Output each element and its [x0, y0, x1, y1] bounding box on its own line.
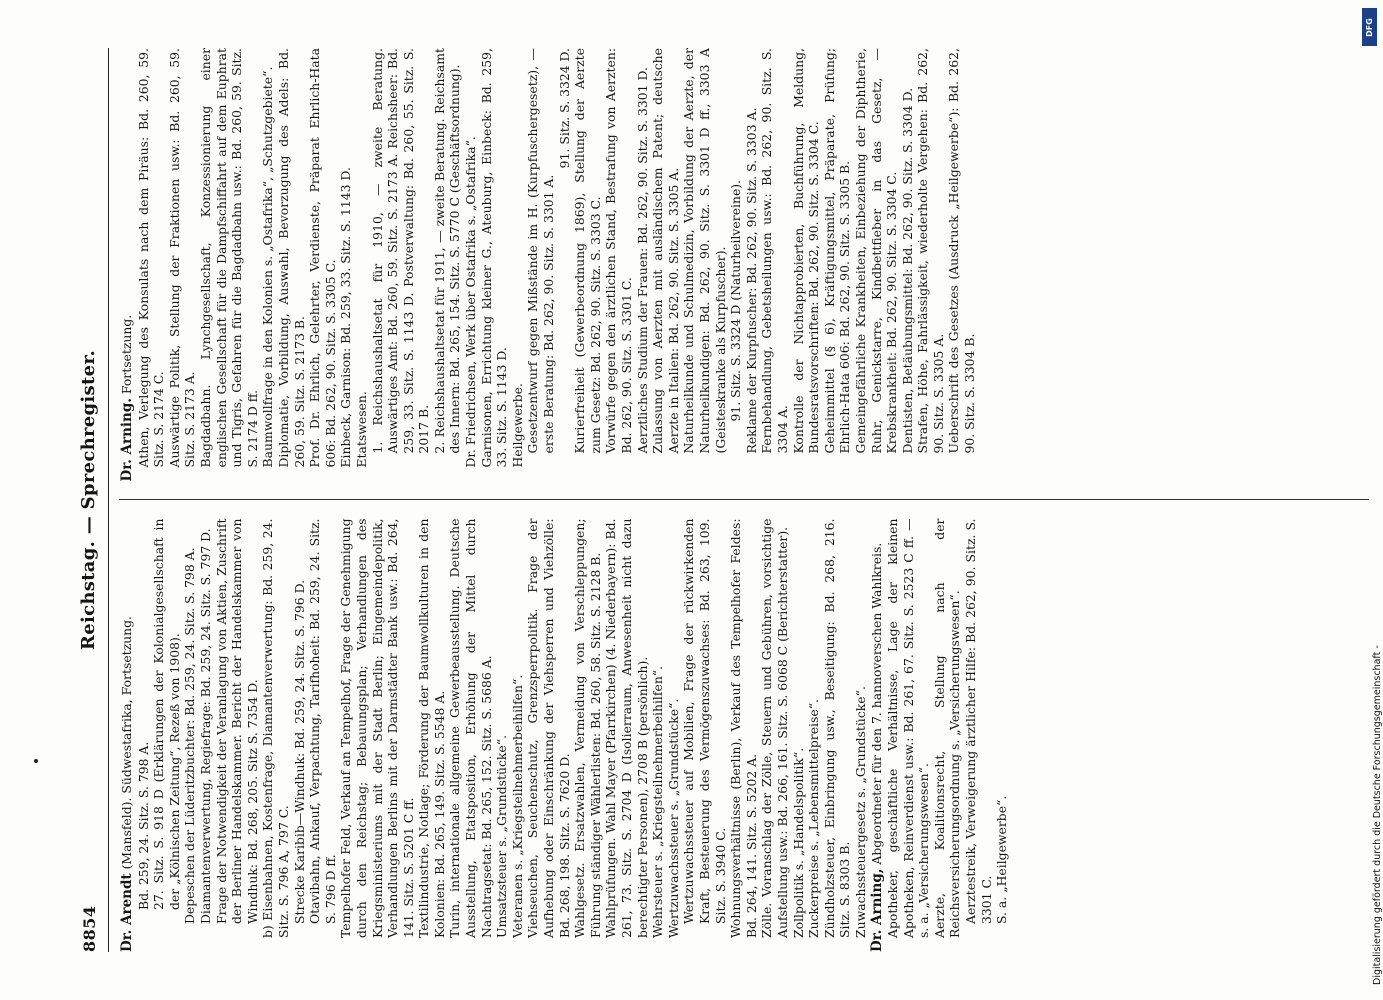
entry-text: Naturheilkunde und Schulmedizin, Vorbildung der Aerzte, der Naturheilkundigen: Bd. 262, 90. Sitz. S. 3301 D ff., 3303 A (Geisteskranke als Kurpfuscher). — [681, 48, 728, 454]
register-entry — [416, 519, 447, 953]
register-entry — [791, 48, 822, 482]
entry-text: Wehrsteuer s. „Kriegsteilnehmerbeihilfen“. — [650, 665, 666, 938]
register-entry — [744, 48, 760, 482]
entry-text: Baumwollfrage in den Kolonien s. „Ostafrika“, „Schutzgebiete“. — [260, 66, 276, 468]
entry-text: Wohnungsverhältnisse (Berlin), Verkauf des Tempelhofer Feldes: Bd. 264, 141. Sitz. S. 5202 A. — [728, 518, 759, 938]
entry-text: Vorwürfe gegen den ärztlichen Stand, Bestrafung von Aerzten: Bd. 262, 90. Sitz. S. 3301 C. — [603, 48, 634, 454]
entry-text: (Mansfeld). Südwestafrika, Fortsetzung. — [119, 616, 134, 874]
register-entry — [915, 48, 946, 482]
register-entry — [260, 48, 276, 482]
register-entry — [198, 519, 214, 953]
entry-text: Veteranen s. „Kriegsteilnehmerbeihilfen“. — [509, 674, 525, 938]
left-column — [119, 519, 1369, 953]
register-entry — [276, 48, 307, 482]
entry-text: 27. Sitz. S. 918 D (Erklärungen der Kolonialgesellschaft in der „Kölnischen Zeitung“, Rezeß von 1908). — [151, 518, 182, 910]
entry-text: Garnisonen, Errichtung kleiner G., Ateuburg, Einbeck: Bd. 259, 33. Sitz. S. 1143 D. — [478, 48, 510, 468]
entry-text: Zollpolitik s. „Handelspolitik“. — [790, 747, 806, 938]
register-entry — [525, 519, 572, 953]
speaker-heading — [119, 48, 136, 482]
entry-text: Gemeingefährliche Krankheiten, Einbeziehung der Diphtherie, Ruhr, Genickstarre, Kindbettfieber in das Gesetz, — Krebskrankheit: Bd. 262, 90. Sitz. S. 3304 C. — [852, 48, 900, 454]
column-divider — [119, 500, 1369, 501]
entry-text: Gesetzentwurf gegen Mißstände im H. (Kurpfuschergesetz), — erste Beratung: Bd. 262, 90. Sitz. S. 3301 A. — [525, 48, 557, 454]
register-entry — [650, 519, 666, 953]
entry-text: Zuckerpreise s. „Lebensmittelpreise“. — [806, 699, 822, 938]
dfg-logo: DFG — [1362, 8, 1377, 46]
register-entry — [806, 519, 822, 953]
entry-text: Aerzte, Koalitionsrecht, Stellung nach der Reichsversicherungsordnung s. „Versicherungswesen“. — [931, 518, 963, 938]
register-entry — [603, 519, 650, 953]
entry-text: Otavibahn, Ankauf, Verpachtung, Tarifhoheit: Bd. 259, 24. Sitz. S. 796 D ff. — [307, 518, 338, 924]
register-entry — [885, 519, 932, 953]
register-entry — [822, 48, 853, 482]
register-entry — [292, 519, 308, 953]
entry-text: Wertzuwachssteuer auf Mobilien, Frage der rückwirkenden Kraft, Besteuerung des Vermögenszuwachses: Bd. 263, 109. Sitz. S. 3940 C. — [681, 518, 728, 924]
entry-text: Athen, Verlegung des Konsulats nach dem Piräus: Bd. 260, 59. Sitz. S. 2174 C. — [135, 48, 167, 468]
register-entry — [182, 519, 198, 953]
register-entry — [260, 519, 291, 953]
speaker-name: Dr. Arning. — [119, 398, 135, 482]
page-header — [74, 48, 109, 952]
register-entry — [370, 48, 432, 482]
register-entry — [822, 519, 853, 953]
register-entry — [136, 48, 167, 482]
register-entry — [151, 519, 182, 953]
entry-text: Apotheker, geschäftliche Verhältnisse, Lage der kleinen Apotheken, Reinverdienst usw.: Bd. 261, 67. Sitz. S. 2523 C ff. — s. a. „Versicherungswesen“. — [885, 518, 932, 938]
entry-text: Viehseuchen, Seuchenschutz, Grenzsperrpolitik. Frage der Aufhebung oder Einschränkung der Viehsperren und Viehzölle: Bd. 268, 198. Sitz. S. 7620 D. — [525, 518, 572, 938]
entry-text: Depeschen der Lüderitzbuchter: Bd. 259, 24. Sitz. S. 798 A. — [182, 547, 198, 924]
entry-text: Ueberschrift des Gesetzes (Ausdruck „Heilgewerbe“): Bd. 262, 90. Sitz. S. 3304 B. — [946, 48, 978, 454]
register-entry — [759, 519, 790, 953]
register-entry — [759, 48, 790, 482]
page-number: 8854 — [80, 905, 99, 952]
two-column-body — [119, 48, 1369, 952]
entry-text: Frage der Notwendigkeit der Veranlagung von Aktien, Zuschrift der Berliner Handelskammer. Bericht der Handelskammer von Windhuk: Bd. 268, 205. Sitz S. 7354 D. — [213, 518, 260, 924]
entry-text: Aerztestreik, Verweigerung ärztlicher Hilfe: Bd. 262, 90. Sitz. S. 3301 C. — [963, 518, 994, 924]
entry-text: Bd. 259, 24. Sitz. S. 798 A. — [135, 741, 151, 910]
speaker-heading — [869, 519, 886, 953]
register-entry — [479, 48, 510, 482]
entry-text: 91. Sitz. S. 3324 D. — [556, 48, 572, 169]
register-entry — [463, 48, 479, 482]
register-entry — [572, 519, 603, 953]
entry-text: Heilgewerbe. — [509, 383, 525, 468]
register-entry — [198, 48, 260, 482]
register-entry — [728, 48, 744, 482]
register-entry — [666, 519, 682, 953]
register-entry — [946, 48, 977, 482]
entry-text: Prof. Dr. Ehrlich, Gelehrter, Verdienste, Präparat Ehrlich-Hata 606: Bd. 262, 90. Sitz. S. 3305 C. — [307, 48, 338, 468]
entry-text: S. a. „Heilgewerbe“. — [994, 795, 1010, 924]
register-entry — [932, 519, 963, 953]
register-entry — [510, 519, 526, 953]
register-entry — [791, 519, 807, 953]
register-entry — [167, 48, 198, 482]
entry-text: Kurierfreiheit (Gewerbeordnung 1869), Stellung der Aerzte zum Gesetz: Bd. 262, 90. Sitz. S. 3303 C. — [572, 48, 603, 454]
rotated-document-page — [66, 30, 1376, 970]
entry-text: Geheimmittel (§ 6), Kräftigungsmittel, Präparate, Prüfung; Ehrlich-Hata 606: Bd. 262, 90. Sitz. S. 3305 B. — [821, 48, 853, 454]
register-entry — [681, 519, 728, 953]
entry-text: Fortsetzung. — [119, 314, 134, 399]
entry-text: Diplomatie, Vorbildung, Auswahl, Bevorzugung des Adels: Bd. 260, 59. Sitz. S. 2173 B. — [275, 48, 307, 468]
entry-text: Wahlprüfungen. Wahl Mayer (Pfarrkirchen) (4. Niederbayern): Bd. 261, 73. Sitz. S. 2704 D (Isolierraum, Anwesenheit nicht dazu berechtigter Personen), 2708 B (persönlich). — [603, 518, 650, 938]
entry-text: Dentisten, Betäubungsmittel: Bd. 262, 90. Sitz. S. 3304 D. — [899, 87, 915, 454]
register-entry — [853, 48, 900, 482]
ink-speck — [34, 759, 38, 763]
speaker-name: Dr. Arning, — [868, 868, 885, 952]
right-column — [119, 48, 1369, 482]
entry-text: Diamantenverwertung, Regiefrage: Bd. 259, 24. Sitz. S. 797 D. — [197, 528, 213, 924]
entry-text: Textilindustrie, Notlage; Förderung der Baumwollkulturen in den Kolonien: Bd. 265, 149. Sitz. S. 5548 A. — [416, 518, 447, 938]
entry-text: Zulassung von Aerzten mit ausländischem Patent; deutsche Aerzte in Italien: Bd. 262, 90. Sitz. S. 3305 A. — [650, 48, 681, 454]
entry-text: Kontrolle der Nichtapprobierten, Buchführung, Meldung, Bundesratsvorschriften: Bd. 262, 90. Sitz. S. 3304 C. — [790, 48, 822, 454]
register-entry — [900, 48, 916, 482]
entry-text: Fernbehandlung, Gebetsheilungen usw.: Bd. 262, 90. Sitz. S. 3304 A. — [759, 48, 790, 454]
entry-text: Strecke Karibib—Windhuk: Bd. 259, 24. Sitz. S. 796 D. — [291, 579, 307, 924]
entry-text: 1. Reichshaushaltsetat für 1910, — zweite Beratung. Auswärtiges Amt: Bd. 260, 59. Sitz. S. 2173 A. Reichsheer: Bd. 259, 33. Sitz. S. 1143 D. Postverwaltung: Bd. 260, 55. Sitz. S. 2017 B. — [369, 48, 432, 454]
register-entry — [853, 519, 869, 953]
register-entry — [307, 48, 338, 482]
register-entry — [681, 48, 728, 482]
register-entry — [994, 519, 1010, 953]
speaker-name: Dr. Arendt — [119, 873, 135, 952]
entry-text: Aerztliches Studium der Frauen: Bd. 262, 90. Sitz. S. 3301 D. — [634, 67, 650, 454]
entry-text: Zuwachssteuergesetz s. „Grundstücke“. — [852, 686, 868, 938]
entry-text: b) Eisenbahnen, Kostenfrage, Diamantenverwertung: Bd. 259, 24. Sitz. S. 796 A, 797 C. — [260, 518, 291, 938]
entry-text: Umsatzsteuer s. „Grundstücke“. — [494, 734, 510, 938]
entry-text: Bagdadbahn. Lynchgesellschaft, Konzessionierung einer englischen Gesellschaft für die Dampfschiffahrt auf dem Euphrat und Tigris, Gefahren für die Bagdadbahn usw.: Bd. 260, 59. Sitz. S. 2174 D ff. — [197, 48, 260, 468]
entry-text: Abgeordneter für den 7. hannoverschen Wahlkreis. — [868, 542, 884, 869]
register-entry — [338, 519, 416, 953]
register-entry — [650, 48, 681, 482]
register-entry — [557, 48, 573, 482]
entry-text: Turin, internationale allgemeine Gewerbeausstellung. Deutsche Ausstellung, Etatsposition, Erhöhung der Mittel durch Nachtragsetat: Bd. 265, 152. Sitz. S. 5686 A. — [447, 518, 494, 938]
running-title: Reichstag. — Sprechregister. — [78, 349, 99, 651]
register-entry — [572, 48, 603, 482]
register-entry — [354, 48, 370, 482]
digitization-credit: Digitalisierung gefördert durch die Deutsche Forschungsgemeinschaft - — [1372, 645, 1383, 985]
entry-text: Wahlgesetz. Ersatzwahlen, Vermeidung von Verschleppungen; Führung ständiger Wählerlisten: Bd. 260, 58. Sitz. S. 2128 B. — [572, 518, 603, 938]
entry-text: Einbeck, Garnison: Bd. 259, 33. Sitz. S. 1143 D. — [338, 167, 354, 468]
entry-text: Auswärtige Politik, Stellung der Fraktionen usw.: Bd. 260, 59. Sitz. S. 2173 A. — [166, 48, 198, 468]
entry-text: Wertzuwachssteuer s. „Grundstücke“. — [665, 698, 681, 938]
entry-text: Etatswesen. — [353, 391, 369, 468]
entry-text: Reklame der Kurpfuscher: Bd. 262, 90. Sitz. S. 3303 A. — [743, 107, 759, 454]
register-entry — [510, 48, 526, 482]
register-entry — [432, 48, 463, 482]
entry-text: Strafen, Höhe, Fahrlässigkeit, wiederholte Vergehen: Bd. 262, 90. Sitz. S. 3305 A. — [915, 48, 946, 454]
register-entry — [494, 519, 510, 953]
register-entry — [728, 519, 759, 953]
register-entry — [136, 519, 152, 953]
entry-text: Zölle. Voranschlag der Zölle, Steuern und Gebühren, vorsichtige Aufstellung usw.: Bd. 266, 161. Sitz. S. 6068 C (Berichterstatter). — [759, 518, 790, 938]
register-entry — [447, 519, 494, 953]
entry-text: Zündholzsteuer, Einbringung usw., Beseitigung: Bd. 268, 216. Sitz. S. 8303 B. — [821, 518, 853, 938]
entry-text: Dr. Friedrichsen, Werk über Ostafrika s. „Ostafrika“. — [463, 136, 479, 468]
register-entry — [214, 519, 261, 953]
speaker-heading — [119, 519, 136, 953]
entry-text: 91. Sitz. S. 3324 D (Naturheilvereine). — [728, 179, 744, 422]
entry-text: Tempelhofer Feld, Verkauf an Tempelhof, Frage der Genehmigung durch den Reichstag; Bebauungsplan; Verhandlungen des Kriegsministeriums mit der Stadt Berlin; Eingemeindepolitik, Verhandlungen Berlins mit der Darmstädter Bank usw.: Bd. 264, 141. Sitz. S. 5201 C ff. — [338, 518, 416, 938]
register-entry — [338, 48, 354, 482]
register-entry — [963, 519, 994, 953]
register-entry — [525, 48, 556, 482]
register-entry — [635, 48, 651, 482]
register-entry — [603, 48, 634, 482]
entry-text: 2. Reichshaushaltsetat für 1911, — zweite Beratung. Reichsamt des Innern: Bd. 265, 154. Sitz. S. 5770 C (Geschäftsordnung). — [431, 48, 463, 454]
register-entry — [307, 519, 338, 953]
